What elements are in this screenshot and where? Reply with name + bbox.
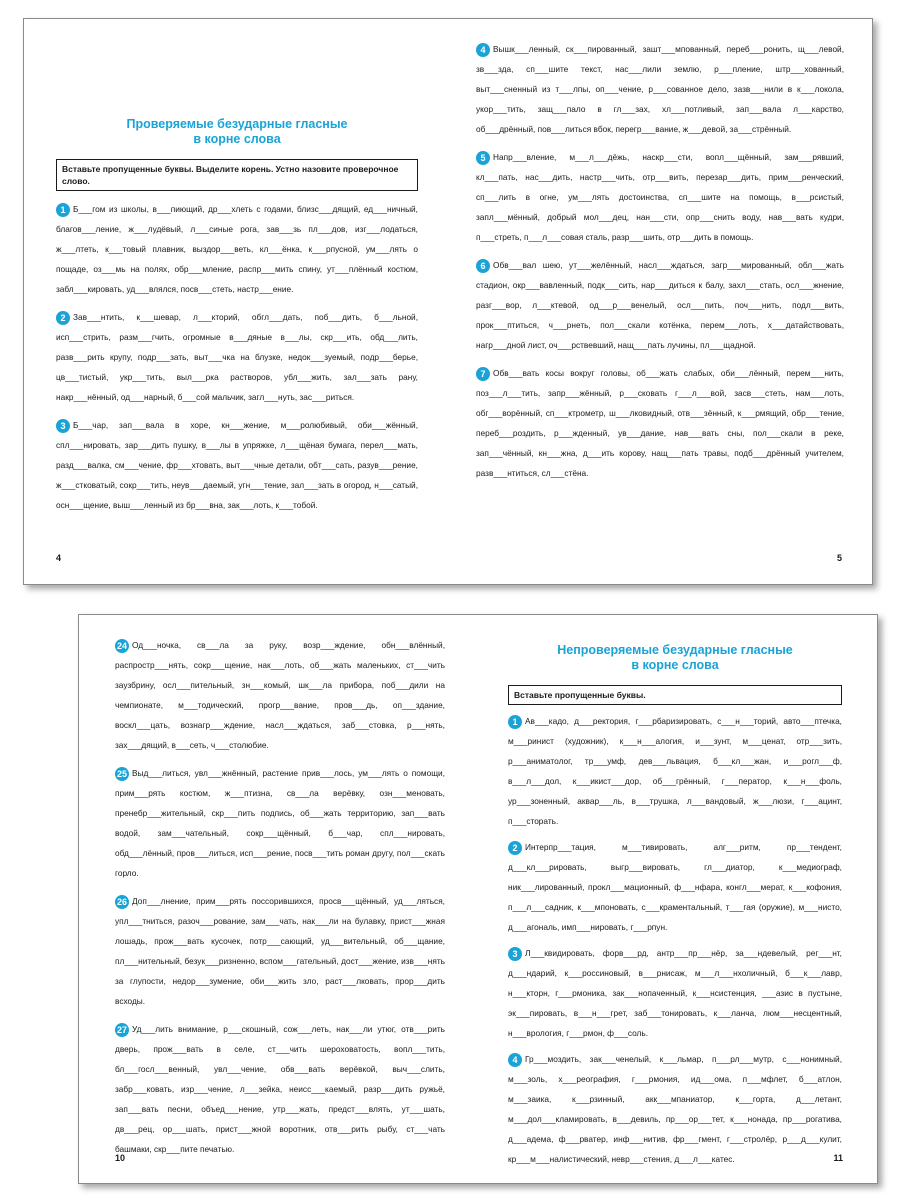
page-5 <box>448 19 872 584</box>
exercise-4 <box>508 1049 842 1169</box>
exercise-number-badge: 7 <box>476 367 490 381</box>
exercise-3 <box>508 943 842 1043</box>
exercise-text: Выд___литься, увл___жнённый, растение прив___лось, ум___лять о помощи, прим___рять костюм, ж___птизна, св___ла верёвку, озн___меновать, пренебр___жительный, скр___пить подпись, об___жать территорию, зап___вать водой, зам___чательный, сокр___щённый, б___чар, спл___нировать, обд___лённый, пров___литься, исп___рение, посв___тить роман другу, пол___скать горло. <box>115 768 445 878</box>
exercise-number-badge: 26 <box>116 896 127 907</box>
page-11 <box>478 615 877 1183</box>
exercise-2 <box>508 837 842 937</box>
exercise-25 <box>115 763 445 883</box>
exercise-text: Б___гом из школы, в___пиющий, др___хлеть с годами, близс___дящий, ед___ничный, благов___ление, ж___лудёвый, л___синые рога, зав___зь пл___дов, изг___лодаться, ж___лтеть, к___товый плавник, выздор___веть, кл___ёнка, к___рпусной, ум___лять о пощаде, оз___мь на полях, обр___мление, распр___мить спину, ут___плённый костюм, забл___кировать, уд___влялся, посв___стеть, настр___ение. <box>56 204 418 294</box>
exercise-number-badge: 3 <box>56 419 70 433</box>
exercise-text: Вышк___ленный, ск___пированный, зашт___мпованный, переб___ронить, щ___левой, зв___зда, сп___шите текст, нас___лили землю, р___пление, штр___хованный, выт___сненный из т___лпы, оп___чение, р___сованное дело, зазв___нили в к___локола, укор___тить, защ___пало в гл___зах, хл___потливый, зап___вала л___карство, об___дрённый, пов___литься вбок, перегр___вание, ж___девой, за___стрённый. <box>476 44 844 134</box>
exercise-number-badge: 5 <box>476 151 490 165</box>
exercise-text: Ав___кадо, д___ректория, г___рбаризировать, с___н___торий, авто___птечка, м___ринист (художник), к___н___алогия, и___зунт, м___ценат, отр___зить, р___аниматолог, тр___умф, дев___львация, б___кл___жан, и___рогл___ф, в___л___дол, к___икист___дор, об___грённый, г___ператор, к___н___фоль, ур___зоненный, аквар___ль, в___трушка, л___вандовый, ж___люзи, г___ацинт, п___сторать. <box>508 716 842 826</box>
exercise-number-badge: 4 <box>476 43 490 57</box>
exercise-text: Б___чар, зап___вала в хоре, кн___жение, м___ролюбивый, оби___жённый, спл___нировать, зар___дить пушку, в___лы в упряжке, л___щёная бумага, перел___мать, разд___валка, см___чение, фр___хтовать, выт___чные детали, обт___сать, разув___рение, ж___стковатый, сокр___тить, неув___даемый, угн___тение, зал___зать в огород, н___сатый, осн___щение, выш___ленный из бр___вна, зак___лоть, к___тобой. <box>56 420 418 510</box>
page-11-instruction: Вставьте пропущенные буквы. <box>508 685 842 705</box>
bottom-spread <box>78 614 878 1184</box>
exercise-text: Гр___моздить, зак___ченелый, к___льмар, п___рл___мутр, с___нонимный, м___золь, х___реография, г___рмония, ид___ома, п___мфлет, б___атлон, м___заика, к___рзинный, акк___мпаниатор, к___горта, д___летант, м___дол___кламировать, в___девиль, пр___ор___тет, к___нонада, пр___рогатива, д___адема, ф___рватер, инф___нитив, фр___гмент, г___стролёр, р___д___кулит, кр___м___налистический, невр___стения, д___л___катес. <box>508 1054 842 1164</box>
page-number: 10 <box>115 1153 126 1163</box>
exercise-text: Од___ночка, св___ла за руку, возр___ждение, обн___влённый, распростр___нять, сокр___щение, нак___лоть, об___жать маленьких, ст___чить заузбрину, осл___пительный, зн___комый, шк___ла прибора, поб___дили на чемпионате, м___тодический, прогр___вание, пров___дь, оп___здание, воскл___цать, вознагр___ждение, насл___ждаться, заб___стовка, р___нять, зах___дящий, в___сеть, ч___столюбие. <box>115 640 445 750</box>
exercise-number-badge: 1 <box>508 715 522 729</box>
exercise-number-badge: 1 <box>56 203 70 217</box>
exercise-number-badge: 25 <box>116 768 127 779</box>
page-number: 11 <box>833 1153 843 1163</box>
exercise-7 <box>476 363 844 483</box>
exercise-26 <box>115 891 445 1011</box>
exercise-text: Уд___лить внимание, р___скошный, сож___леть, нак___ли утюг, отв___рить дверь, прож___вать в селе, ст___чить шероховатость, вопл___тить, бл___госл___венный, увл___чение, обв___вать верёвкой, выч___слить, забр___ковать, изр___чение, л___зейка, неисс___каемый, разр___дить ружьё, зап___вать песни, объед___нение, утр___жать, предст___влять, ут___шать, дв___рец, ор___шать, прист___жной воротник, отв___рить рыбу, ст___чать башмаки, скр___пите печатью. <box>115 1024 445 1154</box>
page-11-heading: Непроверяемые безударные гласные в корне слова <box>557 643 793 672</box>
exercise-27 <box>115 1019 445 1159</box>
top-spread <box>23 18 873 585</box>
exercise-6 <box>476 255 844 355</box>
exercise-24 <box>115 635 445 755</box>
exercise-text: Обв___вать косы вокруг головы, об___жать слабых, оби___лённый, перем___нить, поз___л___тить, запр___жённый, р___сковать г___л___вой, засв___стеть, нам___лоть, обг___ворённый, сп___ктрометр, ш___лковидный, отв___зённый, к___рмящий, обр___тение, переб___роздить, р___жденный, ув___дание, нав___вать сны, пол___скали в реке, зап___чённый, кн___жна, д___ить корову, нащ___пать травы, подб___дрённый учителем, разв___нтиться, сл___стёна. <box>476 368 844 478</box>
exercise-text: Доп___лнение, прим___рять поссорившихся, просв___щённый, уд___ляться, упл___тниться, разоч___рование, зам___чать, нак___ли на булавку, прист___жная лошадь, прож___вать кусочек, потр___сающий, уд___вительный, об___щание, пл___нительный, безук___ризненно, вспом___гательный, дост___жение, изв___нять за глупости, недор___зумение, оби___жить зло, раст___лковать, прор___дить всходы. <box>115 896 445 1006</box>
page-4-instruction: Вставьте пропущенные буквы. Выделите корень. Устно назовите проверочное слово. <box>56 159 418 191</box>
exercise-number-badge: 2 <box>56 311 70 325</box>
exercise-text: Интерпр___тация, м___тивировать, алг___ритм, пр___тендент, д___кл___рировать, выгр___вировать, гл___диатор, к___медиограф, ник___лированный, прокл___мационный, ф___нфара, конгл___мерат, к___кофония, п___л___садник, к___мпоновать, с___краментальный, т___гая (оружие), м___нисто, д___агональ, имп___нировать, г___рпун. <box>508 842 842 932</box>
exercise-2 <box>56 307 418 407</box>
exercise-text: Зав___нтить, к___шевар, л___кторий, обгл___дать, поб___дить, б___льной, исп___стрить, разм___гчить, огромные в___дяные в___лы, скр___ить, обд___лить, разв___рить крупу, подр___зать, выт___чка на блузке, недок___зуемый, подр___берье, цв___тистый, укр___тить, выл___рка растворов, убл___жить, зал___зать рану, накр___нённый, од___нарный, б___сой мальчик, загл___нуть, зас___риться. <box>56 312 418 402</box>
page-number: 4 <box>56 553 62 563</box>
exercise-3 <box>56 415 418 515</box>
page-4 <box>24 19 448 584</box>
page-10 <box>79 615 478 1183</box>
page-number: 5 <box>836 553 842 563</box>
exercise-number-badge: 24 <box>116 640 127 651</box>
exercise-1 <box>508 711 842 831</box>
exercise-4 <box>476 39 844 139</box>
exercise-5 <box>476 147 844 247</box>
page-4-heading: Проверяемые безударные гласные в корне слова <box>126 117 348 146</box>
exercise-text: Обв___вал шею, ут___желённый, насл___ждаться, загр___мированный, обл___жать стадион, окр___вавленный, подк___сить, нар___диться к балу, захл___стать, осл___жнение, разг___вор, л___ктевой, од___р___венелый, осл___пить, поч___нить, подл___вить, прок___птиться, ч___рнеть, пол___скали котёнка, перем___лоть, х___датайствовать, нагр___дной лист, оч___рствевший, нащ___пать лучины, пл___щадной. <box>476 260 844 350</box>
exercise-number-badge: 3 <box>508 947 522 961</box>
exercise-number-badge: 2 <box>508 841 522 855</box>
exercise-number-badge: 4 <box>508 1053 522 1067</box>
exercise-1 <box>56 199 418 299</box>
exercise-number-badge: 6 <box>476 259 490 273</box>
exercise-text: Напр___вление, м___л___дёжь, наскр___сти, вопл___щённый, зам___рявший, кл___пать, нас___дить, настр___чить, отр___вить, перезар___дить, прим___ренческий, сп___лить в огне, ум___лять достоинства, сп___шите на помощь, в___рсистый, запл___мённый, добрый мол___дец, нан___сти, опр___снить воду, нав___вать кудри, п___стреть, п___л___совая сталь, разр___шить, отр___дить в помощь. <box>476 152 844 242</box>
exercise-number-badge: 27 <box>116 1024 127 1035</box>
exercise-text: Л___квидировать, форв___рд, антр___пр___нёр, за___ндевелый, рег___нт, д___ндарий, к___россиновый, в___рнисаж, м___л___нхоличный, б___к___лавр, н___кторн, г___рмоника, зак___нопаченный, к___нсистенция, ___азис в пустыне, эк___пировать, в___н___грет, заб___тонировать, к___ланча, люм___несцентный, н___врология, г___рмон, ф___соль. <box>508 948 842 1038</box>
